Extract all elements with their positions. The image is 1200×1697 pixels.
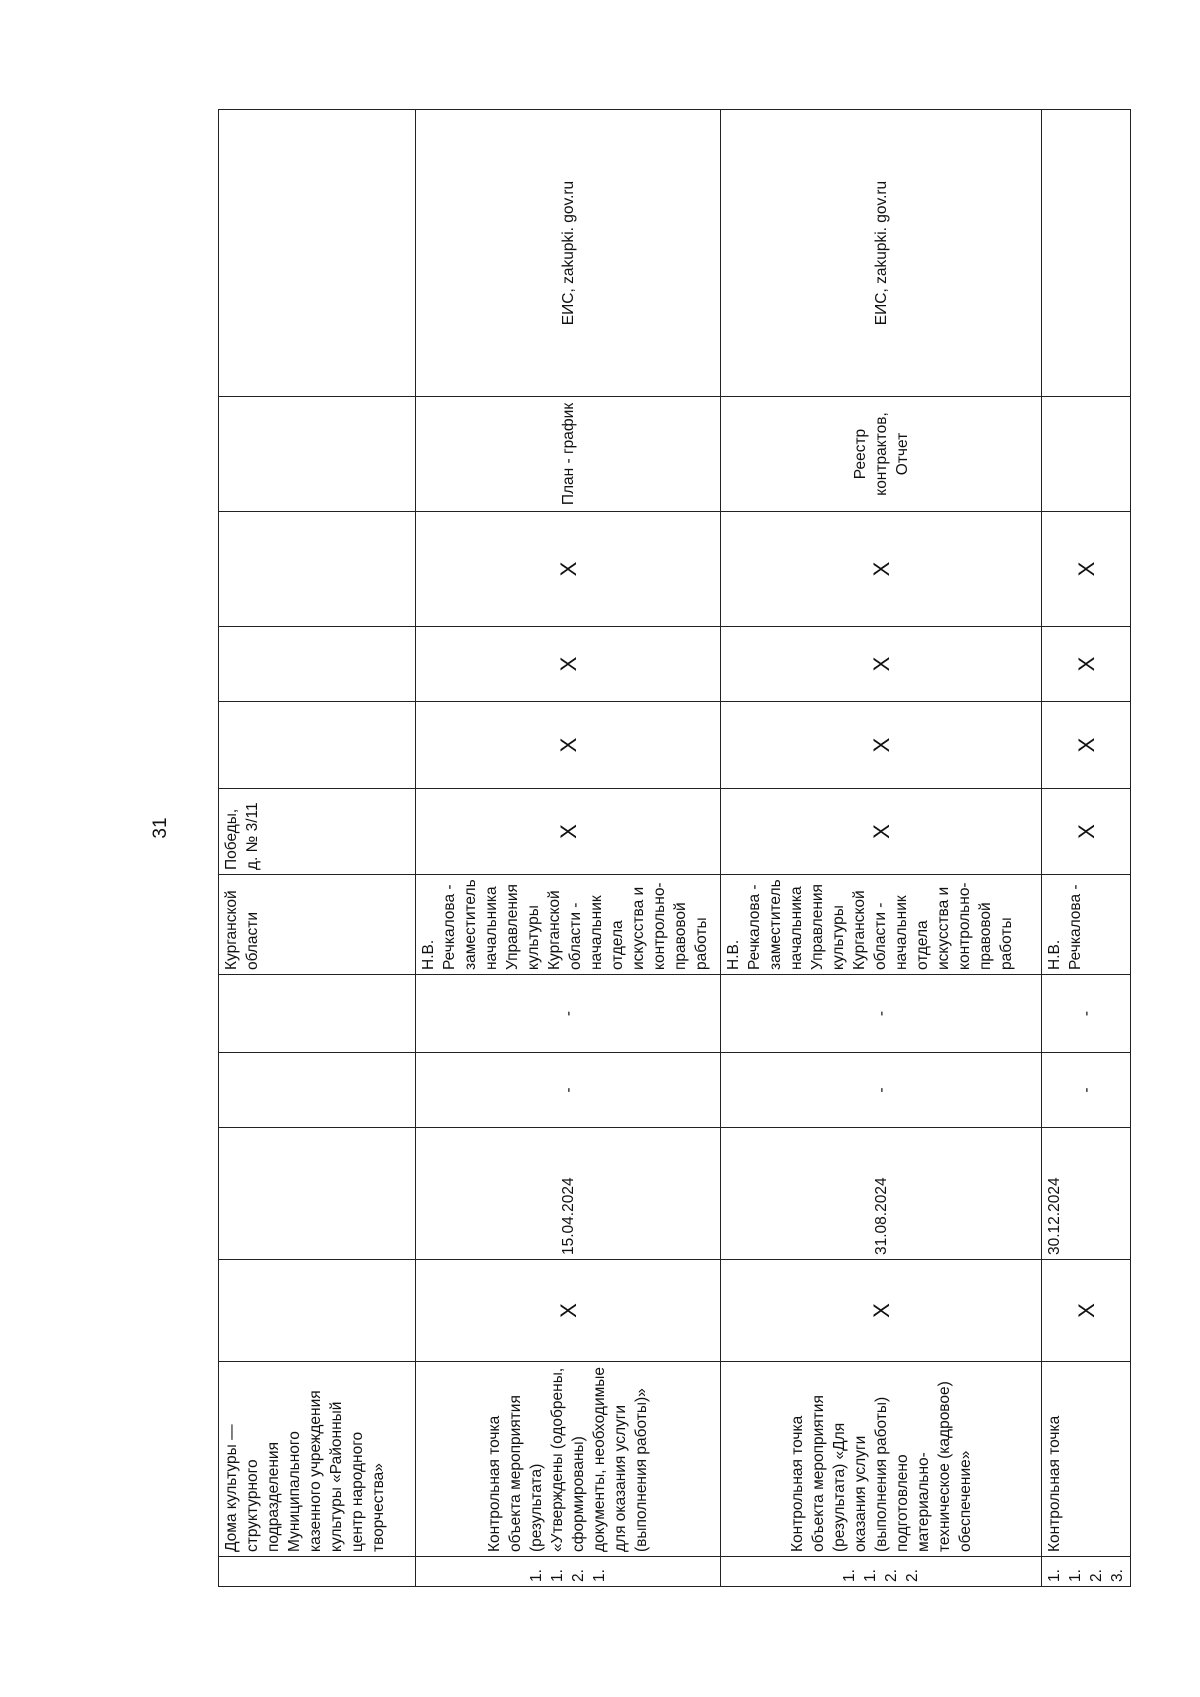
table-row <box>219 110 416 1587</box>
cell-end: 31.08.2024 <box>721 1128 1042 1260</box>
cell-c10: X <box>1042 627 1131 702</box>
cell-system <box>1042 110 1131 397</box>
cell-c6 <box>219 975 416 1053</box>
cell-c11: X <box>416 512 721 627</box>
cell-responsible: Курганской области <box>219 875 416 975</box>
cell-doc: Реестр контрактов, Отчет <box>721 397 1042 512</box>
cell-start: X <box>1042 1260 1131 1362</box>
cell-address: X <box>721 789 1042 875</box>
cell-c11 <box>219 512 416 627</box>
cell-start: X <box>416 1260 721 1362</box>
cell-c10: X <box>721 627 1042 702</box>
cell-c6: - <box>1042 975 1131 1053</box>
cell-c10 <box>219 627 416 702</box>
cell-c11: X <box>1042 512 1131 627</box>
cell-responsible: Н.В. Речкалова - заместитель начальника Управления культуры Курганской области - начальник отдела искусства и контрольно-правовой работы <box>721 875 1042 975</box>
cell-name: Дома культуры — структурного подразделения Муниципального казенного учреждения культуры «Районный центр народного творчества» <box>219 1362 416 1557</box>
cell-c5: - <box>721 1053 1042 1128</box>
rotated-table-container <box>218 110 1126 1587</box>
cell-num: 1.1.2.2. <box>721 1557 1042 1587</box>
cell-c9 <box>219 702 416 789</box>
cell-c9: X <box>416 702 721 789</box>
cell-address: Победы, д. № 3/11 <box>219 789 416 875</box>
cell-c11: X <box>721 512 1042 627</box>
activity-table <box>218 109 1131 1587</box>
table-row <box>416 110 721 1587</box>
cell-doc: План - график <box>416 397 721 512</box>
cell-c9: X <box>1042 702 1131 789</box>
cell-doc <box>1042 397 1131 512</box>
cell-c6: - <box>416 975 721 1053</box>
cell-responsible: Н.В. Речкалова - заместитель начальника Управления культуры Курганской области - начальник отдела искусства и контрольно-правовой работы <box>416 875 721 975</box>
cell-c6: - <box>721 975 1042 1053</box>
cell-end <box>219 1128 416 1260</box>
cell-c9: X <box>721 702 1042 789</box>
cell-start <box>219 1260 416 1362</box>
cell-c5 <box>219 1053 416 1128</box>
cell-responsible: Н.В. Речкалова - <box>1042 875 1131 975</box>
cell-c5: - <box>1042 1053 1131 1128</box>
cell-c10: X <box>416 627 721 702</box>
cell-name: Контрольная точка объекта мероприятия (результата) «Для оказания услуги (выполнения работы) подготовлено материально-техническое (кадровое) обеспечение» <box>721 1362 1042 1557</box>
cell-num: 1.1.2.1. <box>416 1557 721 1587</box>
table-region <box>218 110 1126 1587</box>
cell-system <box>219 110 416 397</box>
table-row <box>721 110 1042 1587</box>
cell-end: 15.04.2024 <box>416 1128 721 1260</box>
cell-name: Контрольная точка <box>1042 1362 1131 1557</box>
cell-c5: - <box>416 1053 721 1128</box>
table-row <box>1042 110 1131 1587</box>
cell-address: X <box>416 789 721 875</box>
cell-start: X <box>721 1260 1042 1362</box>
page-number: 31 <box>150 817 171 839</box>
cell-end: 30.12.2024 <box>1042 1128 1131 1260</box>
cell-address: X <box>1042 789 1131 875</box>
cell-system: ЕИС, zakupki. gov.ru <box>721 110 1042 397</box>
cell-system: ЕИС, zakupki. gov.ru <box>416 110 721 397</box>
cell-num: 1.1.2.3. <box>1042 1557 1131 1587</box>
cell-num <box>219 1557 416 1587</box>
cell-name: Контрольная точка объекта мероприятия (результата) «Утверждены (одобрены, сформированы) документы, необходимые для оказания услуги (выполнения работы)» <box>416 1362 721 1557</box>
cell-doc <box>219 397 416 512</box>
